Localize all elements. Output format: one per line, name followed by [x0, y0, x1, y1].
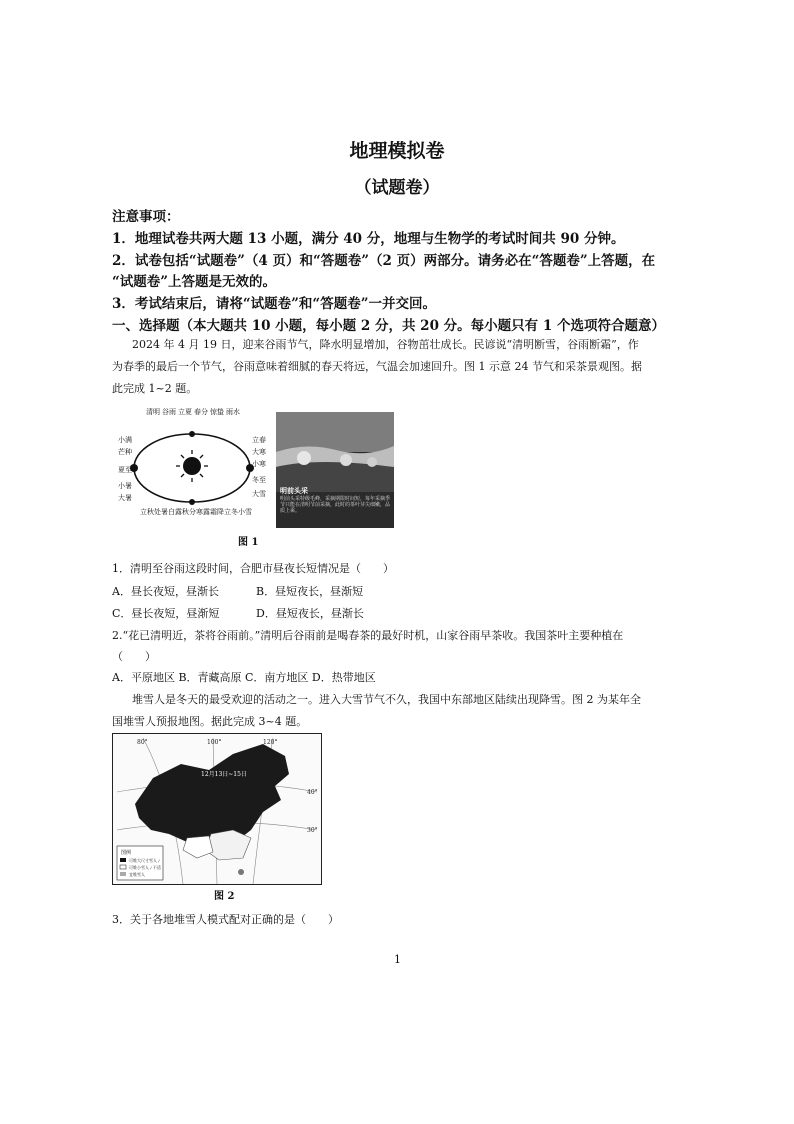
- term-bottom-7: 立冬: [224, 508, 238, 516]
- page-number: 1: [394, 953, 401, 966]
- figure1-caption: 图 1: [238, 537, 259, 548]
- term-bottom-8: 小雪: [238, 508, 252, 516]
- q3-stem: 3．关于各地堆雪人模式配对正确的是（ ）: [112, 913, 339, 926]
- lon-label-80: 80°: [137, 739, 148, 746]
- q2-stem-cont: （ ）: [112, 650, 156, 663]
- q1-option-a: A．昼长夜短，昼渐长: [112, 585, 219, 598]
- lon-label-120: 120°: [263, 739, 278, 746]
- q1-option-c: C．昼长夜短，昼渐短: [112, 607, 220, 620]
- notice-heading: 注意事项：: [112, 209, 180, 225]
- term-right-5: 大雪: [252, 490, 266, 498]
- photo-label: 明前头采: [280, 486, 308, 495]
- term-top-4: 春分: [194, 408, 208, 416]
- notice-item-1: 1．地理试卷共两大题 13 小题，满分 40 分，地理与生物学的考试时间共 90 分钟。: [112, 231, 625, 247]
- term-left-5: 大暑: [118, 494, 132, 502]
- page-title: 地理模拟卷: [349, 140, 445, 162]
- term-top-5: 惊蛰: [210, 408, 224, 416]
- q2-stem: 2.“花已清明近，茶将谷雨前。”清明后谷雨前是喝春茶的最好时机，山家谷雨早茶收。我国茶叶主要种植在: [112, 629, 624, 642]
- figure2-caption: 图 2: [214, 891, 235, 902]
- notice-item-3: 3．考试结束后，请将“试题卷”和“答题卷”一并交回。: [112, 296, 436, 312]
- tea-photo: [276, 412, 394, 528]
- term-left-1: 小满: [118, 436, 132, 444]
- notice-item-2-cont: “试题卷”上答题是无效的。: [112, 274, 277, 290]
- term-left-2: 芒种: [118, 448, 132, 456]
- term-right-3: 小寒: [252, 460, 266, 468]
- lat-label-30: 30°: [307, 827, 318, 834]
- intro-line-3: 此完成 1~2 题。: [112, 382, 198, 395]
- term-bottom-5: 寒露: [196, 508, 210, 516]
- term-bottom-1: 立秋: [140, 508, 154, 516]
- snow-intro-line-1: 堆雪人是冬天的最受欢迎的活动之一。进入大雪节气不久，我国中东部地区陆续出现降雪。图 2 为某年全: [132, 693, 641, 706]
- legend-text: 可堆大尺寸雪人 / 可堆小雪人 / 不适宜堆雪人: [129, 858, 161, 877]
- photo-text: 明前头采特级毛峰，采摘期限时间短，每年采摘季节只能在清明节前采摘，此时的茶叶芽尖细嫩，品质上乘。: [280, 496, 391, 514]
- date-label: 12月13日~15日: [201, 771, 247, 778]
- term-left-3: 夏至: [118, 466, 132, 474]
- term-top-2: 谷雨: [162, 408, 176, 416]
- sun-icon: [176, 450, 208, 482]
- snowman-forecast-map: [112, 733, 322, 885]
- notice-item-2: 2．试卷包括“试题卷”（4 页）和“答题卷”（2 页）两部分。请务必在“答题卷”上答题，在: [112, 253, 656, 269]
- q1-stem: 1．清明至谷雨这段时间，合肥市昼夜长短情况是（ ）: [112, 562, 394, 575]
- q2-options: A．平原地区 B．青藏高原 C．南方地区 D．热带地区: [112, 671, 376, 684]
- term-bottom-4: 秋分: [182, 508, 196, 516]
- term-top-1: 清明: [146, 408, 160, 416]
- term-right-4: 冬至: [252, 476, 266, 484]
- q1-option-b: B．昼短夜长，昼渐短: [256, 585, 364, 598]
- solar-terms-diagram: [116, 402, 268, 530]
- lon-label-100: 100°: [207, 739, 222, 746]
- lat-label-40: 40°: [307, 789, 318, 796]
- intro-line-1: 2024 年 4 月 19 日，迎来谷雨节气，降水明显增加，谷物茁壮成长。民谚说“清明断雪，谷雨断霜”，作: [132, 338, 639, 351]
- term-right-2: 大寒: [252, 448, 266, 456]
- q1-option-d: D．昼短夜长，昼渐长: [256, 607, 364, 620]
- legend-title: 图例: [121, 850, 132, 856]
- snow-intro-line-2: 国堆雪人预报地图。据此完成 3~4 题。: [112, 715, 308, 728]
- term-right-1: 立春: [252, 436, 266, 444]
- section-heading: 一、选择题（本大题共 10 小题，每小题 2 分，共 20 分。每小题只有 1 个选项符合题意）: [112, 318, 665, 334]
- term-top-6: 雨水: [226, 408, 240, 416]
- intro-line-2: 为春季的最后一个节气，谷雨意味着细腻的春天将远，气温会加速回升。图 1 示意 24 节气和采茶景观图。据: [112, 360, 642, 373]
- term-bottom-3: 白露: [168, 508, 182, 516]
- term-bottom-2: 处暑: [154, 508, 168, 516]
- term-left-4: 小暑: [118, 482, 132, 490]
- term-bottom-6: 霜降: [210, 508, 224, 516]
- page-subtitle: （试题卷）: [354, 178, 440, 198]
- term-top-3: 立夏: [178, 408, 192, 416]
